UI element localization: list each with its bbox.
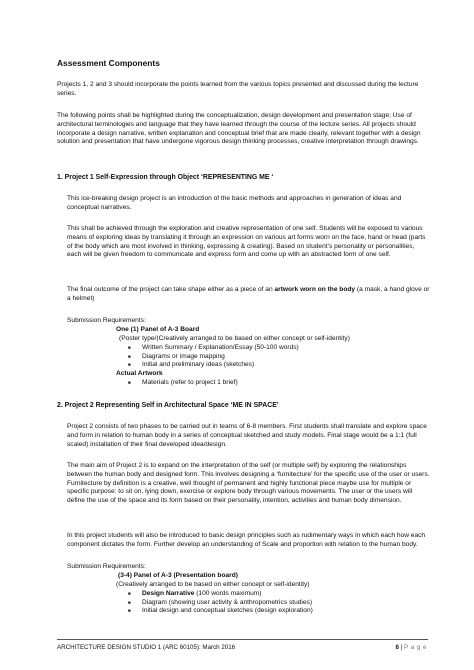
project2-panel-note: (Creatively arranged to be based on either concept or self-identity)	[116, 581, 310, 588]
bullet-icon: ■	[128, 362, 131, 367]
page-heading: Assessment Components	[57, 58, 160, 68]
project1-artwork-title: Actual Artwork	[116, 370, 163, 377]
project1-title: 1. Project 1 Self-Expression through Object ‘REPRESENTING ME ‘	[57, 174, 274, 181]
page-label: P a g e	[404, 644, 427, 651]
outcome-text-end: (a mask, a hand glove or a helmet)	[67, 286, 430, 302]
page-number: 6	[395, 644, 399, 651]
project1-exploration-paragraph: This shall be achieved through the exploration and creative representation of one self. Students will be exposed to various means of exploring ideas by translating it through an expression on various art forms worn on the face, hand or head (parts of the body which are most involved in thinking, expressing & creating). Based on student’s personality or personalities, each will be given freedom to communicate and express form and come up with an abstracted form of one self.	[67, 225, 426, 259]
project1-board-title: One (1) Panel of A-3 Board	[116, 326, 200, 333]
footer-divider	[57, 639, 428, 640]
document-page: Assessment Components Projects 1, 2 and 3 should incorporate the points learned from the various topics presented and discussed during the lecture series. The following points shall be highlighted during the conceptualization, design development and presentation stage; Use of architectural terminologies and language that they have learned through the course of the lecture series. All projects should incorporate a design narrative, written explanation and conceptual brief that are made clearly, relevant together with a design solution and presentation that have undergone vigorous design thinking processes, creative interpretation through drawings. 1. Project 1 Self-Expression through Object ‘REPRESENTING ME ‘ This ice-breaking design project is an introduction of the basic methods and approaches in generation of ideas and conceptual narratives. This shall be achieved through the exploration and creative representation of one self. Students will be exposed to various means of exploring ideas by translating it through an expression on various art forms worn on the face, hand or head (parts of the body which are most involved in thinking, expressing & creating). Based on student’s personality or personalities, each will be given freedom to communicate and express form and come up with an abstracted form of one self. The final outcome of the project can take shape either as a piece of an artwork worn on the body (a mask, a hand glove or a helmet) Submission Requirements: One (1) Panel of A-3 Board (Poster type/(Creatively arranged to be based on either concept or self-identity) ■ Written Summary / Explanation/Essay (50-100 words) ■ Diagrams or image mapping ■ Initial and preliminary ideas (sketches) Actual Artwork ■ Materials (refer to project 1 brief) 2. Project 2 Representing Self in Architectural Space ‘ME IN SPACE’ Project 2 consists of two phases to be carried out in teams of 6-8 members. First students shall translate and explore space and form in relation to human body in a series of conceptual sketched and study models. Final stage would be a 1:1 (full scaled) installation of their final developed idea/design. The main aim of Project 2 is to expand on the interpretation of the self (or multiple self) by exploring the relationships between the human body and designed form. This involves designing a ‘furnitecture’ for the specific use of the user or users. Furnitecture by definition is a creative, well thought of permanent and highly functional piece maybe use for multiple or specific purpose: to sit on, lying down, exercise or explore body through various movements. The user or the users will define the use of the space and its form based on their personality, intention, activities and human body dimension. In this project students will also be introduced to basic design principles such as rudimentary ways in which each how each component dictates the form. Further develop an understanding of Scale and proportion with relation to the human body. Submission Requirements: (3-4) Panel of A-3 (Presentation board) (Creatively arranged to be based on either concept or self-identity) ■ Design Narrative (100 words maximum) ■ Diagram (showing user activity & anthropometrics studies) ■ Initial design and conceptual sketches (design exploration) ARCHITECTURE DESIGN STUDIO 1 (ARC 60105): March 2016 6 | P a g e	[0, 0, 474, 670]
project2-principles-paragraph: In this project students will also be introduced to basic design principles such as rudimentary ways in which each how each component dictates the form. Further develop an understanding of Scale and proportion with relation to the human body.	[67, 532, 426, 548]
page-separator: |	[398, 644, 404, 651]
bullet-icon: ■	[128, 353, 131, 359]
intro-paragraph: Projects 1, 2 and 3 should incorporate the points learned from the various topics presented and discussed during the lecture series.	[57, 81, 419, 97]
project2-title: 2. Project 2 Representing Self in Architectural Space ‘ME IN SPACE’	[57, 402, 279, 409]
footer-course-text: ARCHITECTURE DESIGN STUDIO 1 (ARC 60105): March 2016	[57, 644, 236, 651]
bullet-icon: ■	[128, 591, 131, 596]
bullet-icon: ■	[128, 608, 131, 613]
project2-submission-label: Submission Requirements:	[67, 563, 146, 570]
project1-board-note: (Poster type/(Creatively arranged to be based on either concept or self-identity)	[119, 335, 350, 342]
project1-submission-label: Submission Requirements:	[67, 317, 146, 324]
project1-outcome-paragraph	[67, 286, 430, 304]
bullet-icon: ■	[128, 345, 131, 350]
project2-panel-title: (3-4) Panel of A-3 (Presentation board)	[118, 572, 238, 579]
bullet-icon: ■	[128, 599, 131, 605]
outcome-text-bold: artwork worn on the body	[274, 286, 356, 293]
footer-page-indicator	[396, 644, 428, 652]
bullet-icon: ■	[128, 380, 131, 385]
project2-aim-paragraph: The main aim of Project 2 is to expand on the interpretation of the self (or multiple self) by exploring the relationships between the human body and designed form. This involves designing a ‘furnitecture’ for the specific use of the user or users. Furnitecture by definition is a creative, well thought of permanent and highly functional piece maybe use for multiple or specific purpose: to sit on, lying down, exercise or explore body through various movements. The user or the users will define the use of the space and its form based on their personality, intention, activities and human body dimension.	[67, 462, 430, 505]
project2-phases-paragraph: Project 2 consists of two phases to be carried out in teams of 6-8 members. First students shall translate and explore space and form in relation to human body in a series of conceptual sketched and study models. Final stage would be a 1:1 (full scaled) installation of their final developed idea/design.	[67, 423, 427, 448]
following-paragraph: The following points shall be highlighted during the conceptualization, design development and presentation stage; Use of architectural terminologies and language that they have learned through the course of the lecture series. All projects should incorporate a design narrative, written explanation and conceptual brief that are made clearly, relevant together with a design solution and presentation that have undergone vigorous design thinking processes, creative interpretation through drawings.	[57, 112, 421, 146]
project1-intro-paragraph: This ice-breaking design project is an introduction of the basic methods and approaches in generation of ideas and conceptual narratives.	[67, 195, 402, 211]
outcome-text-start: The final outcome of the project can take shape either as a piece of an	[67, 286, 275, 293]
